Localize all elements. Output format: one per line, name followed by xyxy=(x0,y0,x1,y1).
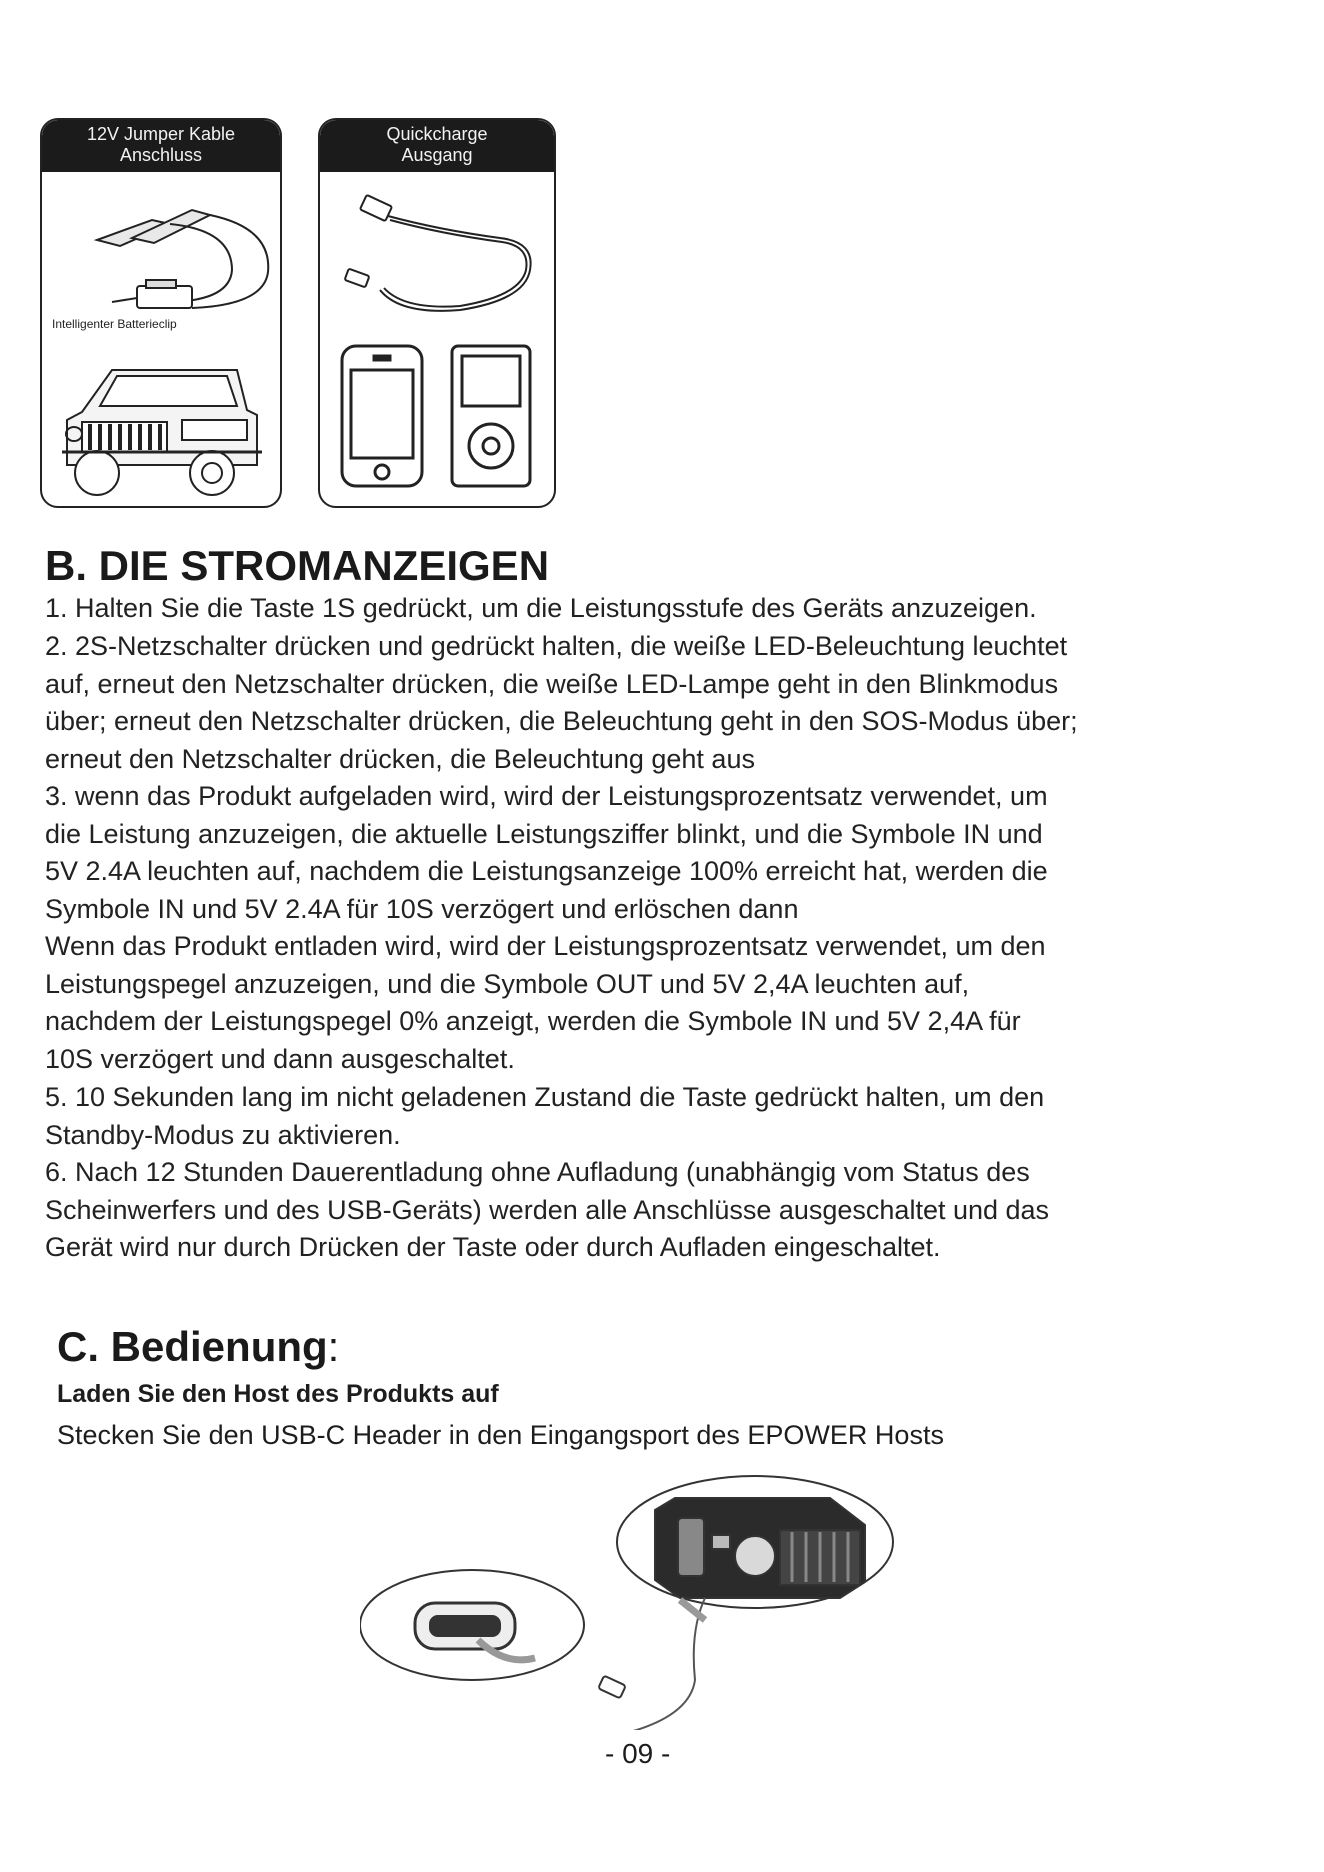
section-b-paragraph-5: 5. 10 Sekunden lang im nicht geladenen Zustand die Taste gedrückt halten, um den Standby-Modus zu aktivieren. xyxy=(45,1082,1045,1150)
section-c-subheading: Laden Sie den Host des Produkts auf xyxy=(57,1380,499,1408)
section-b-heading: B. DIE STROMANZEIGEN xyxy=(45,542,550,589)
section-c-heading-text: C. Bedienung xyxy=(57,1323,328,1370)
usb-c-charging-illustration xyxy=(360,1470,960,1730)
jumper-card-title-line2: Anschluss xyxy=(119,145,203,165)
quickcharge-card-title-line1: Quickcharge xyxy=(386,124,488,144)
quickcharge-card-header xyxy=(320,120,554,172)
jeep-icon xyxy=(42,340,280,500)
usb-cable-icon xyxy=(320,180,554,320)
section-c-heading xyxy=(57,1323,339,1371)
jumper-cable-card xyxy=(40,118,282,508)
quickcharge-card-title-line2: Ausgang xyxy=(401,145,473,165)
media-player-icon xyxy=(448,342,538,492)
jumper-card-title-line1: 12V Jumper Kable xyxy=(86,124,236,144)
page-number: - 09 - xyxy=(605,1738,671,1769)
battery-clip-label: Intelligenter Batterieclip xyxy=(52,317,177,331)
jumper-card-header xyxy=(42,120,280,172)
section-b-paragraph-1: 1. Halten Sie die Taste 1S gedrückt, um die Leistungsstufe des Geräts anzuzeigen. xyxy=(45,593,1037,623)
jumper-clamps-illustration xyxy=(42,180,280,310)
section-b-paragraph-3: 3. wenn das Produkt aufgeladen wird, wird der Leistungsprozentsatz verwendet, um die Leistung anzuzeigen, die aktuelle Leistungsziffer blinkt, und die Symbole IN und 5V 2.4A leuchten auf, nachdem die Leistungsanzeige 100% erreicht hat, werden die Symbole IN und 5V 2.4A für 10S verzögert und erlöschen dann Wenn das Produkt entladen wird, wird der Leistungsprozentsatz verwendet, um den Leistungspegel anzuzeigen, und die Symbole OUT und 5V 2,4A leuchten auf, nachdem der Leistungspegel 0% anzeigt, werden die Symbole IN und 5V 2,4A für 10S verzögert und dann ausgeschaltet. xyxy=(45,781,1048,1074)
smartphone-icon xyxy=(338,342,428,492)
section-c-heading-colon: : xyxy=(327,1323,340,1370)
section-c-instruction: Stecken Sie den USB-C Header in den Eingangsport des EPOWER Hosts xyxy=(57,1420,944,1450)
section-b-paragraph-6: 6. Nach 12 Stunden Dauerentladung ohne Aufladung (unabhängig vom Status des Scheinwerfers und des USB-Geräts) werden alle Anschlüsse ausgeschaltet und das Gerät wird nur durch Drücken der Taste oder durch Aufladen eingeschaltet. xyxy=(45,1157,1050,1262)
section-b-paragraph-2: 2. 2S-Netzschalter drücken und gedrückt halten, die weiße LED-Beleuchtung leuchtet auf, erneut den Netzschalter drücken, die weiße LED-Lampe geht in den Blinkmodus über; erneut den Netzschalter drücken, die Beleuchtung geht in den SOS-Modus über; erneut den Netzschalter drücken, die Beleuchtung geht aus xyxy=(45,631,1078,774)
quickcharge-card xyxy=(318,118,556,508)
